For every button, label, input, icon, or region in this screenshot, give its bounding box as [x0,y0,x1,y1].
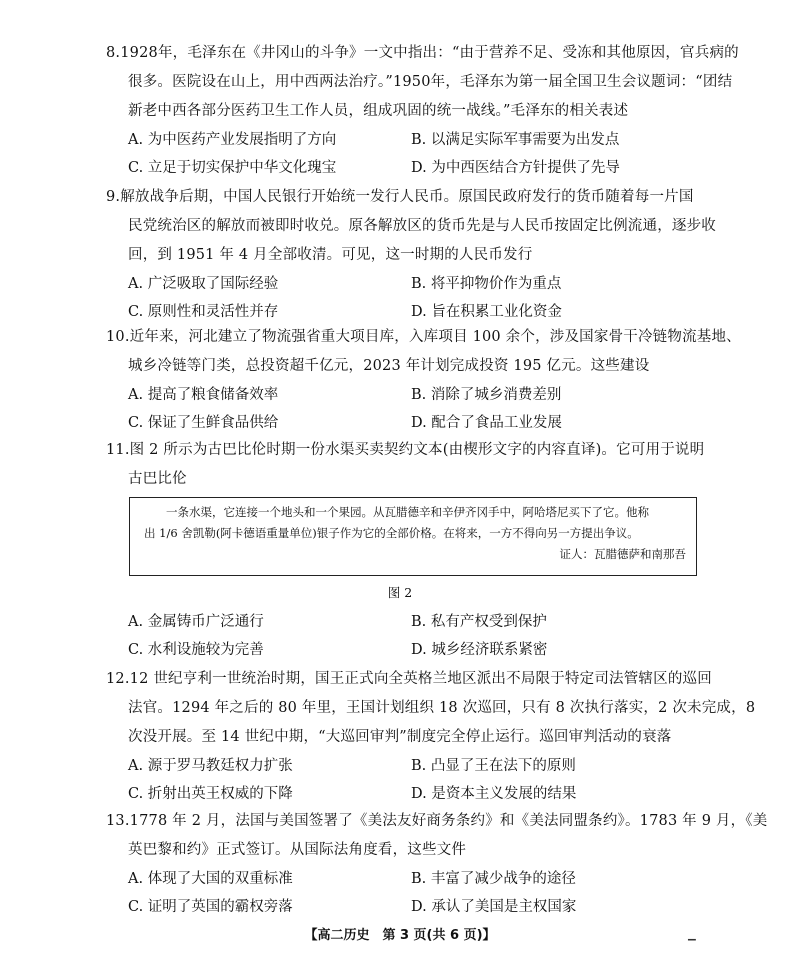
question-number: 9. [106,189,121,205]
stem-line: 英巴黎和约》正式签订。从国际法角度看，这些文件 [128,842,467,858]
option-d[interactable]: D. 承认了美国是主权国家 [411,899,577,915]
stem-line: 法官。1294 年之后的 80 年里，王国计划组织 18 次巡回，只有 8 次执行落实，2 次未完成，8 [128,700,756,716]
option-a[interactable]: A. 体现了大国的双重标准 [128,871,293,887]
contract-line: 一条水渠，它连接一个地头和一个果园。从瓦腊德辛和辛伊齐冈手中，阿哈塔尼买下了它。他称 [166,505,649,519]
stem-line: 图 2 所示为古巴比伦时期一份水渠买卖契约文本(由楔形文字的内容直译)。它可用于说明 [129,442,705,458]
stem-line: 新老中西各部分医药卫生工作人员，组成巩固的统一战线。”毛泽东的相关表述 [128,103,629,119]
question-12-options [106,752,702,808]
question-9-options [106,270,702,326]
option-c[interactable]: C. 保证了生鲜食品供给 [128,415,279,431]
option-b[interactable]: B. 以满足实际军事需要为出发点 [411,132,620,148]
option-d[interactable]: D. 配合了食品工业发展 [411,415,562,431]
stem-line: 古巴比伦 [128,471,187,487]
contract-text-box [129,497,697,576]
question-11-options-wrap [106,608,702,664]
question-13-stem [106,807,768,865]
option-b[interactable]: B. 将平抑物价作为重点 [411,276,562,292]
contract-line: 出 1/6 舍凯勒(阿卡德语重量单位)银子作为它的全部价格。在将来，一方不得向另一方提出争议。 [144,526,639,540]
option-d[interactable]: D. 为中西医结合方针提供了先导 [411,160,620,176]
stem-line: 解放战争后期，中国人民银行开始统一发行人民币。原国民政府发行的货币随着每一片国 [120,189,694,205]
option-a[interactable]: A. 金属铸币广泛通行 [128,614,264,630]
option-b[interactable]: B. 凸显了王在法下的原则 [411,758,576,774]
option-c[interactable]: C. 折射出英王权威的下降 [128,786,293,802]
option-a[interactable]: A. 提高了粮食储备效率 [128,387,279,403]
option-b[interactable]: B. 丰富了减少战争的途径 [411,871,576,887]
stem-line: 次没开展。至 14 世纪中期，“大巡回审判”制度完全停止运行。巡回审判活动的衰落 [128,729,672,745]
question-number: 8. [106,45,121,61]
question-9-stem [106,183,716,270]
question-9 [106,183,716,326]
question-8 [106,39,739,182]
option-d[interactable]: D. 旨在积累工业化资金 [411,304,562,320]
option-c[interactable]: C. 原则性和灵活性并存 [128,304,279,320]
page-footer: 【高二历史 第 3 页(共 6 页)】 [304,928,496,943]
option-d[interactable]: D. 城乡经济联系紧密 [411,642,548,658]
stem-line: 很多。医院设在山上，用中西两法治疗。”1950年，毛泽东为第一届全国卫生会议题词：“团结 [128,74,733,90]
option-a[interactable]: A. 为中医药产业发展指明了方向 [128,132,337,148]
question-13-options [106,865,702,921]
question-11 [106,436,705,494]
stem-line: 1928年，毛泽东在《井冈山的斗争》一文中指出：“由于营养不足、受冻和其他原因，官兵病的 [120,45,739,61]
question-number: 13. [106,813,130,829]
question-13 [106,807,768,921]
question-8-stem [106,39,739,126]
contract-witness: 证人：瓦腊德萨和南那吾 [559,547,686,561]
question-12 [106,665,756,808]
option-a[interactable]: A. 源于罗马教廷权力扩张 [128,758,293,774]
stem-line: 回，到 1951 年 4 月全部收清。可见，这一时期的人民币发行 [128,247,533,263]
question-number: 12. [106,671,130,687]
stem-line: 城乡冷链等门类，总投资超千亿元，2023 年计划完成投资 195 亿元。这些建设 [128,358,650,374]
stem-line: 12 世纪亨利一世统治时期，国王正式向全英格兰地区派出不局限于特定司法管辖区的巡回 [129,671,712,687]
question-number: 10. [106,329,130,345]
question-10 [106,323,741,437]
question-number: 11. [106,442,130,458]
question-10-options [106,381,702,437]
question-8-options [106,126,702,182]
question-11-options [106,608,702,664]
option-c[interactable]: C. 证明了英国的霸权旁落 [128,899,293,915]
question-10-stem [106,323,741,381]
option-b[interactable]: B. 私有产权受到保护 [411,614,547,630]
stem-line: 民党统治区的解放而被即时收兑。原各解放区的货币先是与人民币按固定比例流通，逐步收 [128,218,716,234]
figure-label: 图 2 [387,585,413,600]
question-12-stem [106,665,756,752]
option-a[interactable]: A. 广泛吸取了国际经验 [128,276,279,292]
question-11-stem [106,436,705,494]
option-b[interactable]: B. 消除了城乡消费差别 [411,387,562,403]
option-c[interactable]: C. 水利设施较为完善 [128,642,264,658]
option-d[interactable]: D. 是资本主义发展的结果 [411,786,577,802]
option-c[interactable]: C. 立足于切实保护中华文化瑰宝 [128,160,337,176]
stem-line: 近年来，河北建立了物流强省重大项目库，入库项目 100 余个，涉及国家骨干冷链物流基地、 [129,329,741,345]
corner-mark: ▁ [688,930,696,941]
stem-line: 1778 年 2 月，法国与美国签署了《美法友好商务条约》和《美法同盟条约》。1783 年 9 月，《美 [129,813,768,829]
